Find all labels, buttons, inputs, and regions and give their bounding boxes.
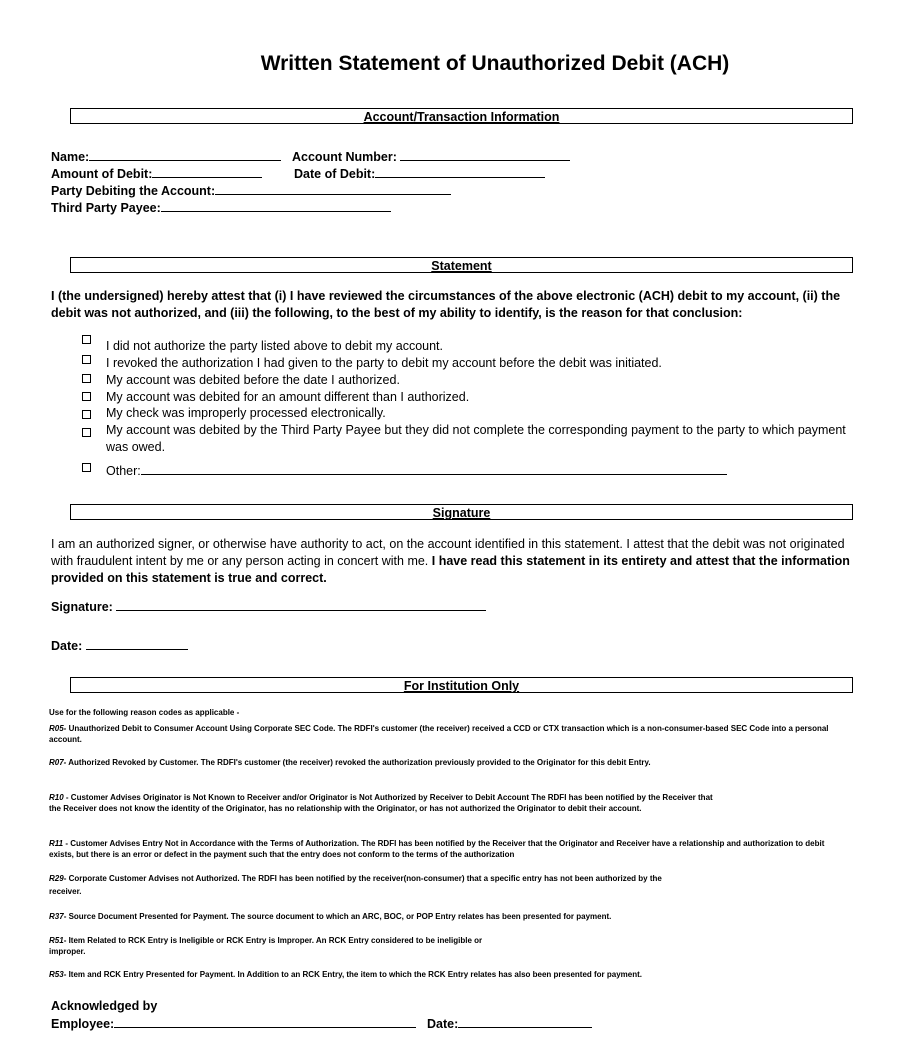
checkbox-4-label: My account was debited for an amount different than I authorized. [106,390,470,404]
code-r10-text: - Customer Advises Originator is Not Known to Receiver and/or Originator is Not Authorized by Receiver to Debit Account The RDFI has been notified by the Receiver that the Receiver does not know the identity of the Originator, has no relationship with the Originator, or has not authorized the Originator to debit their account. [49,793,713,813]
code-r11-id: R11 [49,839,64,848]
code-r05-id: R05- [49,724,67,733]
code-r07 [49,757,659,768]
signature-label: Signature: [51,600,113,614]
name-label: Name: [51,150,90,164]
code-r11-text: - Customer Advises Entry Not in Accordance with the Terms of Authorization. The RDFI has been notified by the Receiver that the Originator and Receiver have a relationship and authorization to debit exists, but there is an error or defect in the payment such that the entry does not conform to the terms of the authorization [49,839,825,859]
code-r37-text: - Source Document Presented for Payment. The source document to which an ARC, BOC, or POP Entry relates has been presented for payment. [63,912,612,921]
institution-intro: Use for the following reason codes as applicable - [49,708,240,717]
checkbox-3[interactable] [82,374,91,383]
code-r07-text: Authorized Revoked by Customer. The RDFI's customer (the receiver) revoked the authorization previously provided to the Originator for this debit Entry. [66,758,651,767]
section-institution-label: For Institution Only [403,679,520,693]
section-statement-header [70,257,853,273]
statement-text: I (the undersigned) hereby attest that (i) I have reviewed the circumstances of the above electronic (ACH) debit to my account, (ii) the debit was not authorized, and (iii) the following, to the best of my ability to identify, is the reason for that conclusion: [51,289,841,320]
section-statement-label: Statement [431,259,492,273]
checkbox-1[interactable] [82,335,91,344]
section-signature-header [70,504,853,520]
code-r51-text: - Item Related to RCK Entry is Ineligible or RCK Entry is Improper. An RCK Entry considered to be ineligible or improper. [49,936,483,956]
payee-label: Third Party Payee: [51,201,161,215]
party-label: Party Debiting the Account: [51,184,216,198]
signature-date-label: Date: [51,639,83,653]
checkbox-6-label: My account was debited by the Third Party Payee but they did not complete the corresponding payment to the party to which payment was owed. [106,423,846,454]
code-r37-id: R37 [49,912,64,921]
checkbox-other-label: Other: [106,464,141,478]
party-field[interactable] [51,183,451,198]
employee-label: Employee: [51,1017,115,1031]
date-of-debit-label: Date of Debit: [294,167,376,181]
code-r51-id: R51 [49,936,64,945]
signature-text-bold: I have read this statement in its entirety and attest that the information provided on this statement is true and correct. [51,554,850,585]
code-r53 [49,969,839,980]
payee-field[interactable] [51,200,391,215]
code-r53-text: - Item and RCK Entry Presented for Payment. In Addition to an RCK Entry, the item to which the RCK Entry relates has also been presented for payment. [63,970,643,979]
code-r53-id: R53 [49,970,64,979]
ack-date-field[interactable] [427,1016,592,1031]
checkbox-1-label: I did not authorize the party listed above to debit my account. [106,339,444,353]
signature-field[interactable] [51,599,486,614]
checkbox-3-label: My account was debited before the date I authorized. [106,373,400,387]
checkbox-5-label: My check was improperly processed electronically. [106,406,386,420]
code-r29-text: - Corporate Customer Advises not Authorized. The RDFI has been notified by the receiver(non-consumer) that a specific entry has not been authorized by the receiver. [49,874,662,896]
document-title: Written Statement of Unauthorized Debit (ACH) [260,52,730,75]
code-r07-id: R07- [49,758,67,767]
code-r51 [49,935,489,957]
code-r05 [49,723,839,745]
checkbox-2-label: I revoked the authorization I had given to the party to debit my account before the debit was initiated. [106,356,662,370]
signature-date-field[interactable] [51,638,188,653]
checkbox-other[interactable] [82,463,91,472]
section-institution-header [70,677,853,693]
code-r05-text: Unauthorized Debit to Consumer Account Using Corporate SEC Code. The RDFI's customer (the receiver) received a CCD or CTX transaction which is a non-consumer-based SEC Code into a personal account. [49,724,829,744]
acknowledged-label: Acknowledged by [51,999,158,1013]
code-r10 [49,792,724,814]
employee-field[interactable] [51,1016,416,1031]
code-r29 [49,872,674,898]
signature-text [51,536,856,587]
checkbox-4[interactable] [82,392,91,401]
account-number-field[interactable] [292,149,570,164]
signature-text-normal: I am an authorized signer, or otherwise have authority to act, on the account identified in this statement. I attest that the debit was not originated with fraudulent intent by me or any person acting in concert with me. [51,537,845,568]
section-account-header [70,108,853,124]
code-r29-id: R29 [49,874,64,883]
section-signature-label: Signature [432,506,491,520]
name-field[interactable] [51,149,281,164]
date-of-debit-field[interactable] [294,166,545,181]
code-r10-id: R10 [49,793,64,802]
checkbox-2[interactable] [82,355,91,364]
section-account-label: Account/Transaction Information [363,110,560,124]
amount-label: Amount of Debit: [51,167,153,181]
checkbox-6[interactable] [82,428,91,437]
account-number-label: Account Number: [292,150,397,164]
checkbox-other-field[interactable] [106,463,851,480]
checkbox-5[interactable] [82,410,91,419]
code-r37 [49,911,839,922]
amount-field[interactable] [51,166,262,181]
code-r11 [49,838,839,860]
ack-date-label: Date: [427,1017,459,1031]
